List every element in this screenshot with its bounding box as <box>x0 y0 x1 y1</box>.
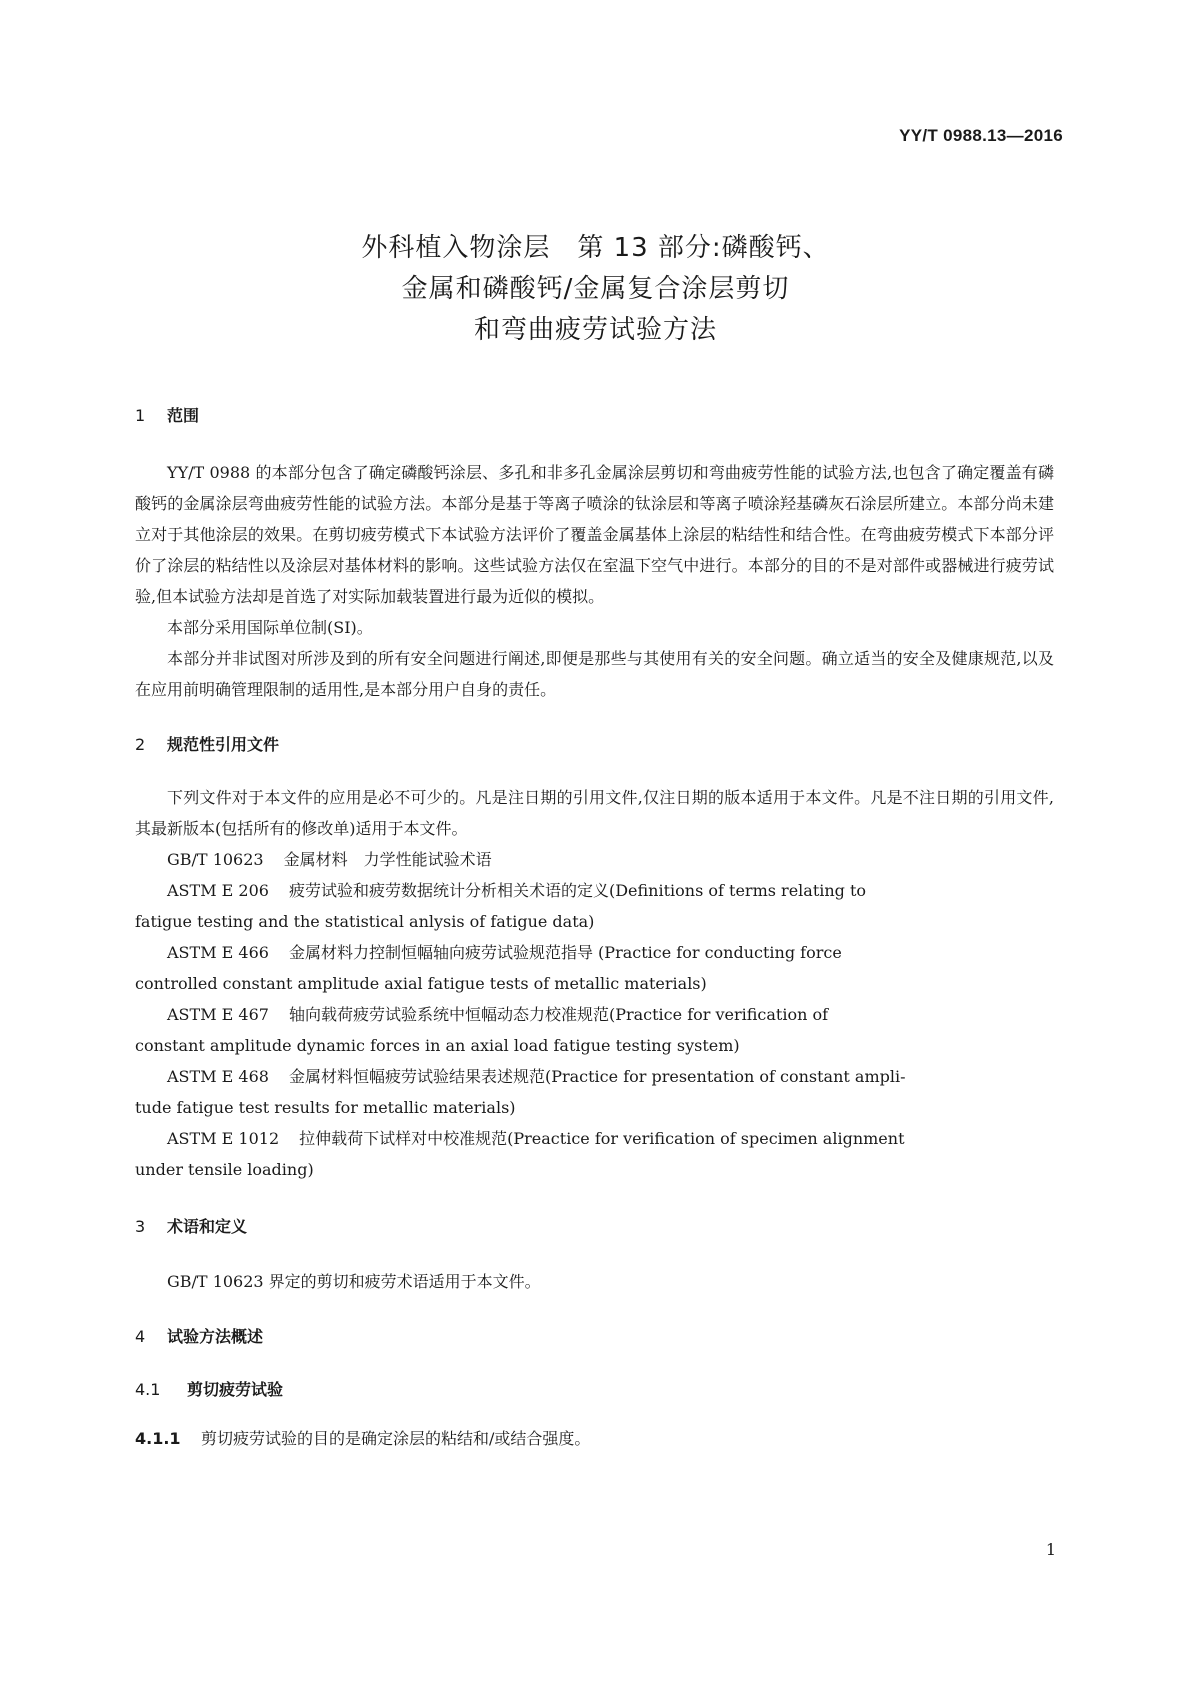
reference-title: 金属材料力控制恒幅轴向疲劳试验规范指导 (Practice for conducting force <box>288 943 842 962</box>
reference-continuation: fatigue testing and the statistical anlysis of fatigue data) <box>135 912 595 931</box>
reference-title: 拉伸载荷下试样对中校准规范(Preactice for verification of specimen alignment <box>299 1129 905 1148</box>
reference-code: ASTM E 206 <box>167 881 269 900</box>
document-title <box>0 228 1191 351</box>
section-title: 术语和定义 <box>167 1217 248 1236</box>
clause-number: 4.1.1 <box>135 1429 181 1448</box>
reference-item <box>135 844 1054 875</box>
document-body <box>135 400 1054 1454</box>
section-1-paragraph-2: 本部分采用国际单位制(SI)。 <box>167 618 373 637</box>
reference-code: ASTM E 468 <box>167 1067 269 1086</box>
section-title: 规范性引用文件 <box>167 735 280 754</box>
section-number: 3 <box>135 1217 146 1236</box>
section-1-paragraph-1: YY/T 0988 的本部分包含了确定磷酸钙涂层、多孔和非多孔金属涂层剪切和弯曲疲劳性能的试验方法,也包含了确定覆盖有磷酸钙的金属涂层弯曲疲劳性能的试验方法。本部分是基于等离子喷涂的钛涂层和等离子喷涂羟基磷灰石涂层所建立。本部分尚未建立对于其他涂层的效果。在剪切疲劳模式下本试验方法评价了覆盖金属基体上涂层的粘结性和结合性。在弯曲疲劳模式下本部分评价了涂层的粘结性以及涂层对基体材料的影响。这些试验方法仅在室温下空气中进行。本部分的目的不是对部件或器械进行疲劳试验,但本试验方法却是首选了对实际加载装置进行最为近似的模拟。 <box>135 463 1054 606</box>
reference-code: ASTM E 466 <box>167 943 269 962</box>
reference-continuation: tude fatigue test results for metallic materials) <box>135 1098 516 1117</box>
section-title: 范围 <box>167 406 200 425</box>
reference-item <box>135 999 1054 1030</box>
section-number: 2 <box>135 735 146 754</box>
reference-item <box>135 875 1054 906</box>
section-3-paragraph-1: GB/T 10623 界定的剪切和疲劳术语适用于本文件。 <box>167 1272 541 1291</box>
section-title: 试验方法概述 <box>167 1327 264 1346</box>
reference-item <box>135 937 1054 968</box>
reference-item <box>135 1061 1054 1092</box>
reference-title: 金属材料恒幅疲劳试验结果表述规范(Practice for presentation of constant ampli- <box>288 1067 906 1086</box>
section-2-heading <box>135 729 1054 760</box>
section-1-paragraph-3: 本部分并非试图对所涉及到的所有安全问题进行阐述,即便是那些与其使用有关的安全问题。确立适当的安全及健康规范,以及在应用前明确管理限制的适用性,是本部分用户自身的责任。 <box>135 649 1054 699</box>
subsection-4-1-heading <box>135 1374 1054 1405</box>
section-number: 4 <box>135 1327 146 1346</box>
reference-continuation: controlled constant amplitude axial fatigue tests of metallic materials) <box>135 974 707 993</box>
reference-code: GB/T 10623 <box>167 850 264 869</box>
standard-number: YY/T 0988.13—2016 <box>899 126 1063 145</box>
reference-continuation: constant amplitude dynamic forces in an axial load fatigue testing system) <box>135 1036 740 1055</box>
subsection-number: 4.1 <box>135 1380 161 1399</box>
subsection-title: 剪切疲劳试验 <box>187 1380 284 1399</box>
title-line-1: 外科植入物涂层 第 13 部分:磷酸钙、 <box>361 233 830 263</box>
title-line-3: 和弯曲疲劳试验方法 <box>473 315 717 345</box>
reference-code: ASTM E 467 <box>167 1005 269 1024</box>
reference-title: 疲劳试验和疲劳数据统计分析相关术语的定义(Definitions of terms relating to <box>288 881 867 900</box>
reference-item <box>135 1123 1054 1154</box>
reference-title: 金属材料 力学性能试验术语 <box>283 850 492 869</box>
reference-title: 轴向载荷疲劳试验系统中恒幅动态力校准规范(Practice for verification of <box>288 1005 829 1024</box>
clause-4-1-1 <box>135 1423 1054 1454</box>
section-1-heading <box>135 400 1054 431</box>
reference-continuation: under tensile loading) <box>135 1160 314 1179</box>
section-3-heading <box>135 1211 1054 1242</box>
section-2-intro: 下列文件对于本文件的应用是必不可少的。凡是注日期的引用文件,仅注日期的版本适用于本文件。凡是不注日期的引用文件,其最新版本(包括所有的修改单)适用于本文件。 <box>135 788 1054 838</box>
title-line-2: 金属和磷酸钙/金属复合涂层剪切 <box>401 274 790 304</box>
section-4-heading <box>135 1321 1054 1352</box>
section-number: 1 <box>135 406 146 425</box>
reference-code: ASTM E 1012 <box>167 1129 280 1148</box>
page-number: 1 <box>1045 1540 1056 1559</box>
clause-text: 剪切疲劳试验的目的是确定涂层的粘结和/或结合强度。 <box>201 1429 591 1448</box>
